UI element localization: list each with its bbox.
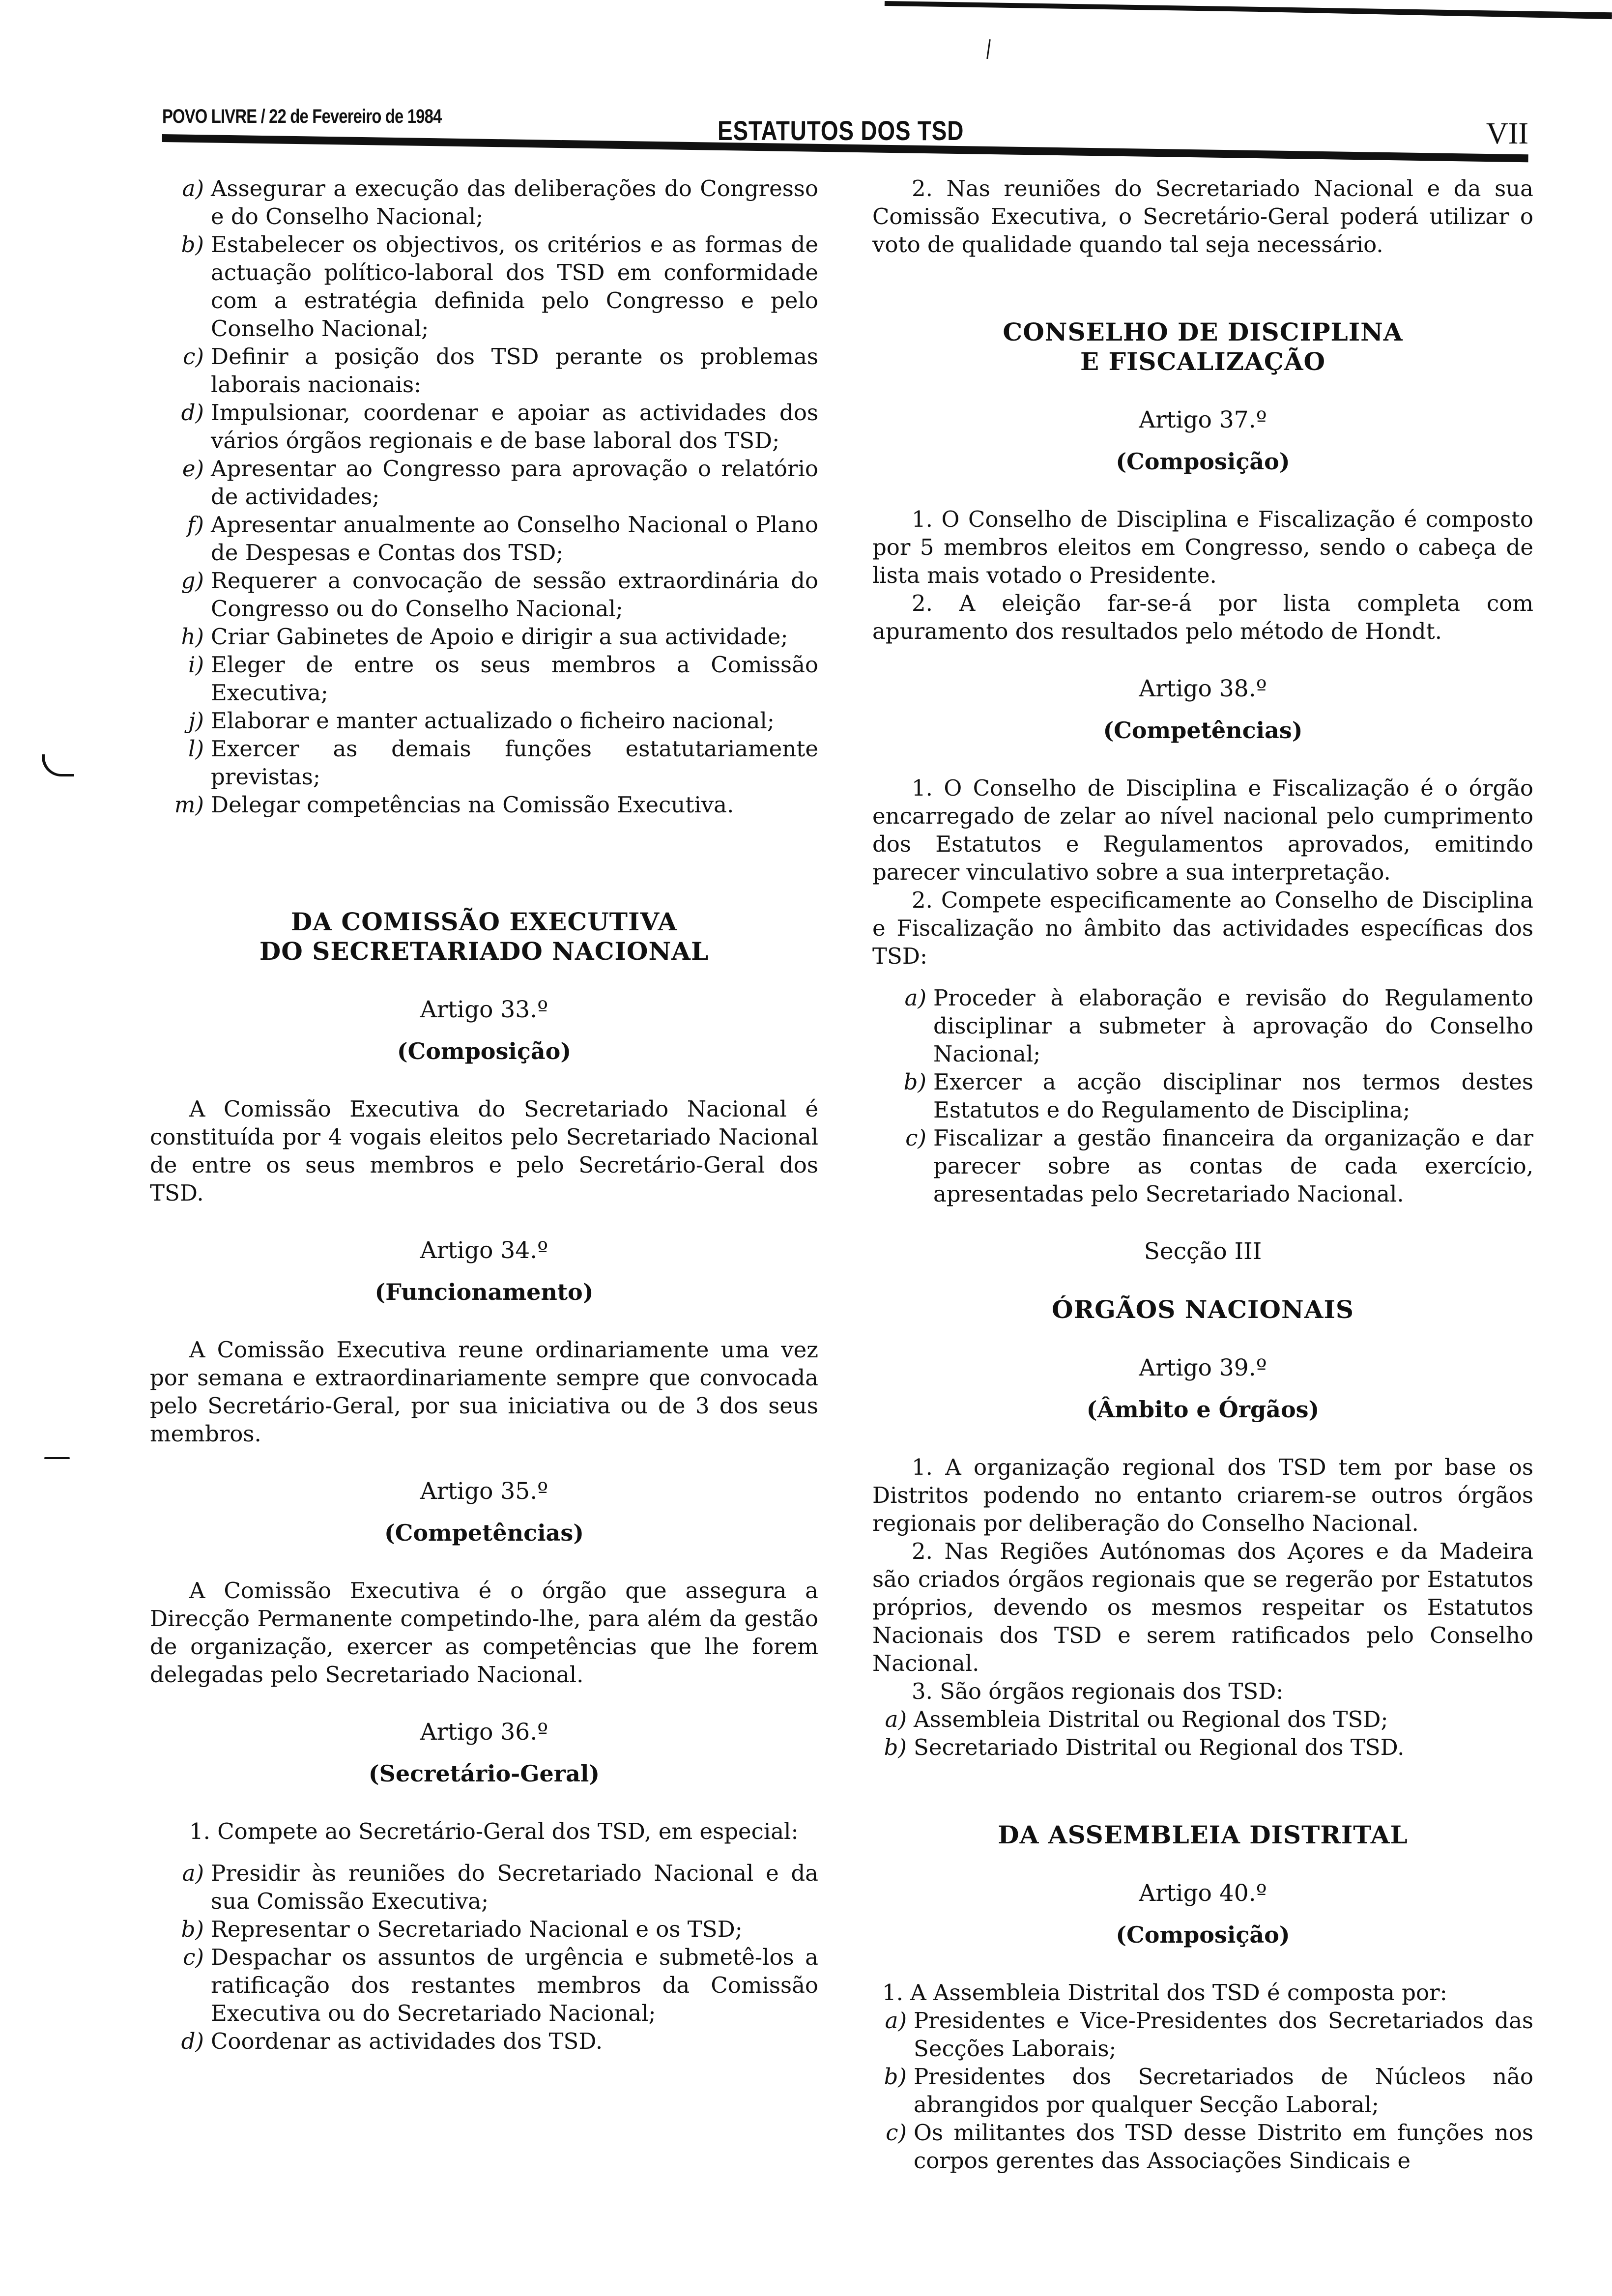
list-item: b) Secretariado Distrital ou Regional dos TSD. [884, 1734, 1405, 1760]
list-item: d) Coordenar as actividades dos TSD. [181, 2028, 603, 2054]
page-header [162, 106, 1528, 160]
article-paragraph: 2. Compete especificamente ao Conselho de Disciplina e Fiscalização no âmbito das actividades específicas dos TSD: [872, 887, 1533, 969]
section-number: Secção III [1144, 1238, 1262, 1265]
section-heading: CONSELHO DE DISCIPLINA [1003, 317, 1403, 346]
article-paragraph: A Comissão Executiva é o órgão que assegura a Direcção Permanente competindo-lhe, para além da gestão de organização, exercer as competências que lhe forem delegadas pelo Secretariado Nacional. [150, 1578, 818, 1688]
list-item: l) Exercer as demais funções estatutariamente previstas; [188, 736, 818, 790]
list-item: b) Exercer a acção disciplinar nos termos destes Estatutos e do Regulamento de Disciplina; [903, 1069, 1533, 1123]
margin-annotation-mark [44, 1457, 70, 1459]
article-paragraph: 1. O Conselho de Disciplina e Fiscalização é o órgão encarregado de zelar ao nível nacional pelo cumprimento dos Estatutos e Regulamentos aprovados, emitindo parecer vinculativo sobre a sua interpretação. [872, 775, 1533, 885]
secretary-duties-list [150, 1859, 818, 2055]
list-item: m) Delegar competências na Comissão Executiva. [174, 792, 734, 818]
margin-annotation-mark [42, 754, 74, 776]
article-subtitle: (Composição) [1116, 448, 1290, 475]
right-column [872, 174, 1533, 2175]
list-item: c) Fiscalizar a gestão financeira da organização e dar parecer sobre as contas de cada exercício, apresentadas pelo Secretariado Nacional. [905, 1125, 1533, 1207]
list-item: c) Os militantes dos TSD desse Distrito em funções nos corpos gerentes das Associações Sindicais e [886, 2120, 1533, 2174]
article-subtitle: (Âmbito e Órgãos) [1086, 1396, 1320, 1423]
article-subtitle: (Composição) [397, 1038, 572, 1064]
article-paragraph: 1. Compete ao Secretário-Geral dos TSD, em especial: [189, 1818, 799, 1844]
article-paragraph: 1. A organização regional dos TSD tem por base os Distritos podendo no entanto criarem-se outros órgãos regionais por deliberação do Conselho Nacional. [872, 1454, 1533, 1536]
article-subtitle: (Funcionamento) [374, 1279, 594, 1305]
article-title: Artigo 33.º [420, 996, 548, 1023]
article-paragraph: 2. Nas reuniões do Secretariado Nacional e da sua Comissão Executiva, o Secretário-Geral poderá utilizar o voto de qualidade quando tal seja necessário. [872, 175, 1533, 258]
publication-line: POVO LIVRE / 22 de Fevereiro de 1984 [162, 106, 442, 127]
article-paragraph: A Comissão Executiva reune ordinariamente uma vez por semana e extraordinariamente sempre que convocada pelo Secretário-Geral, por sua iniciativa ou de 3 dos seus membros. [150, 1337, 818, 1447]
list-item: j) Elaborar e manter actualizado o ficheiro nacional; [188, 708, 775, 734]
list-item: a) Presidir às reuniões do Secretariado Nacional e da sua Comissão Executiva; [182, 1860, 818, 1914]
article-paragraph: 2. Nas Regiões Autónomas dos Açores e da Madeira são criados órgãos regionais que se regerão por Estatutos próprios, devendo os mesmos respeitar os Estatutos Nacionais dos TSD e serem ratificados pelo Conselho Nacional. [872, 1538, 1533, 1676]
list-item: i) Eleger de entre os seus membros a Comissão Executiva; [188, 652, 818, 706]
section-heading: DA COMISSÃO EXECUTIVA [290, 907, 678, 936]
article-title: Artigo 37.º [1139, 406, 1267, 433]
list-item: b) Presidentes dos Secretariados de Núcleos não abrangidos por qualquer Secção Laboral; [884, 2064, 1533, 2118]
article-paragraph: A Comissão Executiva do Secretariado Nacional é constituída por 4 vogais eleitos pelo Secretariado Nacional de entre os seus membros e pelo Secretário-Geral dos TSD. [150, 1096, 818, 1206]
article-title: Artigo 35.º [420, 1478, 548, 1505]
article-subtitle: (Competências) [1103, 717, 1303, 744]
list-item: h) Criar Gabinetes de Apoio e dirigir a sua actividade; [181, 624, 788, 650]
list-item: c) Despachar os assuntos de urgência e submetê-los a ratificação dos restantes membros da Comissão Executiva ou do Secretariado Nacional; [183, 1944, 818, 2026]
list-item: a) Presidentes e Vice-Presidentes dos Secretariados das Secções Laborais; [885, 2008, 1533, 2062]
article-title: Artigo 38.º [1139, 675, 1267, 702]
list-item: f) Apresentar anualmente ao Conselho Nacional o Plano de Despesas e Contas dos TSD; [187, 512, 818, 566]
list-item: b) Estabelecer os objectivos, os critérios e as formas de actuação político-laboral dos TSD em conformidade com a estratégia definida pelo Congresso e pelo Conselho Nacional; [181, 231, 818, 342]
list-item: d) Impulsionar, coordenar e apoiar as actividades dos vários órgãos regionais e de base laboral dos TSD; [181, 400, 818, 454]
list-item: e) Apresentar ao Congresso para aprovação o relatório de actividades; [182, 456, 818, 510]
section-heading: E FISCALIZAÇÃO [1080, 347, 1326, 376]
article-paragraph: 1. A Assembleia Distrital dos TSD é composta por: [882, 1980, 1447, 2006]
list-item: c) Definir a posição dos TSD perante os problemas laborais nacionais: [183, 344, 818, 398]
article-title: Artigo 34.º [420, 1237, 548, 1264]
list-item: g) Requerer a convocação de sessão extraordinária do Congresso ou do Conselho Nacional; [181, 568, 818, 622]
list-item: a) Assegurar a execução das deliberações do Congresso e do Conselho Nacional; [182, 175, 818, 230]
article-subtitle: (Secretário-Geral) [368, 1760, 600, 1787]
page-number: VII [1486, 117, 1528, 150]
competencies-list [150, 174, 818, 819]
council-duties-list [872, 984, 1533, 1208]
article-title: Artigo 36.º [420, 1719, 548, 1746]
article-paragraph: 2. A eleição far-se-á por lista completa com apuramento dos resultados pelo método de Hondt. [872, 590, 1533, 644]
list-item: a) Assembleia Distrital ou Regional dos TSD; [885, 1706, 1388, 1732]
left-column [150, 174, 818, 2055]
article-subtitle: (Composição) [1116, 1922, 1290, 1948]
list-item: b) Representar o Secretariado Nacional e os TSD; [181, 1916, 743, 1942]
article-paragraph: 1. O Conselho de Disciplina e Fiscalização é composto por 5 membros eleitos em Congresso, sendo o cabeça de lista mais votado o Presidente. [872, 506, 1533, 588]
list-item: a) Proceder à elaboração e revisão do Regulamento disciplinar a submeter à aprovação do Conselho Nacional; [904, 985, 1533, 1067]
article-title: Artigo 40.º [1139, 1880, 1267, 1907]
section-heading: DA ASSEMBLEIA DISTRITAL [998, 1820, 1408, 1849]
document-title: ESTATUTOS DOS TSD [718, 115, 964, 146]
section-heading: ÓRGÃOS NACIONAIS [1052, 1295, 1354, 1324]
scan-artifact-mark [986, 39, 991, 59]
section-heading: DO SECRETARIADO NACIONAL [259, 937, 709, 966]
article-paragraph: 3. São órgãos regionais dos TSD: [912, 1678, 1284, 1704]
article-title: Artigo 39.º [1139, 1354, 1267, 1381]
article-subtitle: (Competências) [384, 1520, 584, 1546]
